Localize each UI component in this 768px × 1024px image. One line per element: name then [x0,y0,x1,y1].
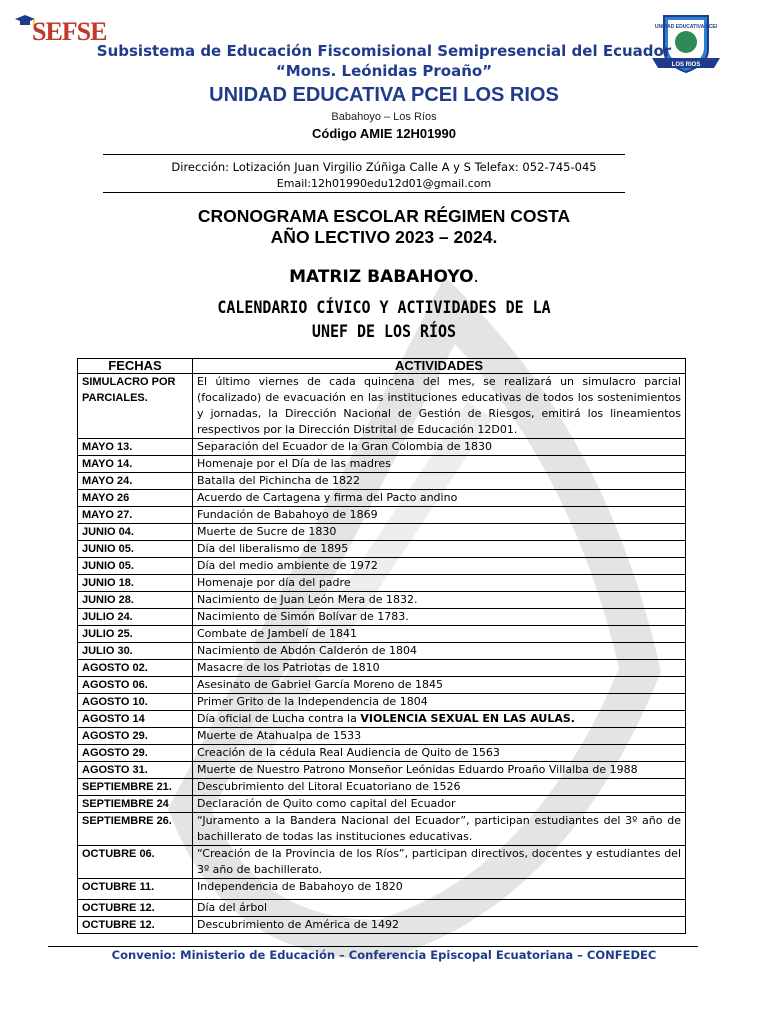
table-row [78,745,686,762]
activity-cell [193,711,686,728]
amie-code: Código AMIE 12H01990 [311,126,456,141]
table-row [78,660,686,677]
activity-cell: Descubrimiento del Litoral Ecuatoriano de 1526 [193,779,686,796]
schedule-table [77,358,686,934]
date-cell: MAYO 14. [78,456,193,473]
document-title [0,206,768,248]
calendar-line-1: CALENDARIO CÍVICO Y ACTIVIDADES DE LA [217,298,551,318]
activity-cell: Primer Grito de la Independencia de 1804 [193,694,686,711]
activity-cell: Muerte de Sucre de 1830 [193,524,686,541]
activity-cell: Independencia de Babahoyo de 1820 [193,879,686,900]
footer-divider [48,946,698,947]
activity-cell: Masacre de los Patriotas de 1810 [193,660,686,677]
activity-cell: Día del medio ambiente de 1972 [193,558,686,575]
activity-cell: Separación del Ecuador de la Gran Colombia de 1830 [193,439,686,456]
activity-cell: Combate de Jambelí de 1841 [193,626,686,643]
table-row [78,575,686,592]
divider [103,192,625,193]
activity-text-bold: VIOLENCIA SEXUAL EN LAS AULAS. [360,712,575,725]
date-cell: MAYO 27. [78,507,193,524]
activity-cell: Fundación de Babahoyo de 1869 [193,507,686,524]
table-row [78,813,686,846]
activity-cell: Día del liberalismo de 1895 [193,541,686,558]
table-row [78,643,686,660]
title-line-2: AÑO LECTIVO 2023 – 2024. [270,227,498,247]
activity-cell: Homenaje por el Día de las madres [193,456,686,473]
table-row [78,728,686,745]
table-row [78,694,686,711]
activity-cell: Nacimiento de Simón Bolívar de 1783. [193,609,686,626]
table-row [78,762,686,779]
date-cell: AGOSTO 06. [78,677,193,694]
date-cell: AGOSTO 31. [78,762,193,779]
matriz-dot: . [473,267,479,287]
svg-text:LOS RIOS: LOS RIOS [671,62,701,68]
address-text: Dirección: Lotización Juan Virgilio Zúñiga Calle A y S Telefax: 052-745-045 [171,160,597,174]
table-row [78,374,686,439]
date-cell: OCTUBRE 12. [78,917,193,934]
activity-cell: Acuerdo de Cartagena y firma del Pacto andino [193,490,686,507]
date-cell: SEPTIEMBRE 26. [78,813,193,846]
table-row [78,609,686,626]
email-label: Email: [276,177,312,190]
date-cell: JUNIO 05. [78,558,193,575]
date-cell: SIMULACRO POR PARCIALES. [78,374,193,439]
table-row [78,490,686,507]
date-cell: SEPTIEMBRE 21. [78,779,193,796]
title-line-1: CRONOGRAMA ESCOLAR RÉGIMEN COSTA [197,206,571,226]
activity-cell: Nacimiento de Juan León Mera de 1832. [193,592,686,609]
table-row [78,796,686,813]
date-cell: SEPTIEMBRE 24 [78,796,193,813]
activity-cell: “Creación de la Provincia de los Ríos”, participan directivos, docentes y estudiantes del 3º año de bachillerato. [193,846,686,879]
date-cell: MAYO 26 [78,490,193,507]
matriz-text: MATRIZ BABAHOYO [289,267,474,287]
school-name: UNIDAD EDUCATIVA PCEI LOS RIOS [209,84,559,106]
sefse-logo-text: SEFSE [32,17,107,46]
table-row [78,917,686,934]
date-cell: JULIO 30. [78,643,193,660]
table-row [78,507,686,524]
activity-cell: Homenaje por día del padre [193,575,686,592]
date-cell: MAYO 13. [78,439,193,456]
table-row [78,779,686,796]
date-cell: MAYO 24. [78,473,193,490]
table-row [78,439,686,456]
date-cell: JUNIO 05. [78,541,193,558]
mons-heading: “Mons. Leónidas Proaño” [275,62,493,80]
date-cell: OCTUBRE 11. [78,879,193,900]
table-row [78,524,686,541]
table-row [78,846,686,879]
date-cell: AGOSTO 14 [78,711,193,728]
table-row [78,900,686,917]
activity-cell: Creación de la cédula Real Audiencia de Quito de 1563 [193,745,686,762]
date-cell: AGOSTO 29. [78,728,193,745]
calendar-heading [46,296,722,344]
table-row [78,541,686,558]
date-cell: JULIO 24. [78,609,193,626]
divider [103,154,625,155]
date-cell: JUNIO 04. [78,524,193,541]
city-text: Babahoyo – Los Ríos [331,111,437,123]
column-header-fechas: FECHAS [78,359,193,374]
date-cell: OCTUBRE 06. [78,846,193,879]
subsistema-heading: Subsistema de Educación Fiscomisional Semipresencial del Ecuador [96,42,672,60]
date-cell: AGOSTO 10. [78,694,193,711]
table-header-row [78,359,686,374]
activity-cell: Muerte de Atahualpa de 1533 [193,728,686,745]
table-row [78,456,686,473]
activity-cell: “Juramento a la Bandera Nacional del Ecuador”, participan estudiantes del 3º año de bachillerato de todas las instituciones educativas. [193,813,686,846]
date-cell: OCTUBRE 12. [78,900,193,917]
table-row [78,879,686,900]
table-row [78,677,686,694]
svg-text:UNIDAD EDUCATIVA PCEI: UNIDAD EDUCATIVA PCEI [654,24,718,30]
email-link[interactable]: 12h01990edu12d01@gmail.com [311,177,492,190]
date-cell: AGOSTO 02. [78,660,193,677]
activity-cell: Batalla del Pichincha de 1822 [193,473,686,490]
footer-text: Convenio: Ministerio de Educación – Conferencia Episcopal Ecuatoriana – CONFEDEC [111,948,657,962]
table-row [78,473,686,490]
column-header-actividades: ACTIVIDADES [193,359,686,374]
table-row [78,626,686,643]
table-row [78,592,686,609]
activity-cell: Muerte de Nuestro Patrono Monseñor Leónidas Eduardo Proaño Villalba de 1988 [193,762,686,779]
date-cell: JULIO 25. [78,626,193,643]
activity-cell: El último viernes de cada quincena del mes, se realizará un simulacro parcial (focalizado) de evacuación en las instituciones educativas de todos los sostenimientos y jornadas, la Dirección Nacional de Gestión de Riesgos, emitirá los lineamientos respectivos por la Dirección Distrital de Educación 12D01. [193,374,686,439]
activity-cell: Descubrimiento de América de 1492 [193,917,686,934]
table-row [78,711,686,728]
activity-cell: Asesinato de Gabriel García Moreno de 1845 [193,677,686,694]
email-line [0,177,768,190]
calendar-line-2: UNEF DE LOS RÍOS [311,322,457,342]
activity-cell: Declaración de Quito como capital del Ecuador [193,796,686,813]
date-cell: JUNIO 28. [78,592,193,609]
activity-cell: Nacimiento de Abdón Calderón de 1804 [193,643,686,660]
date-cell: JUNIO 18. [78,575,193,592]
date-cell: AGOSTO 29. [78,745,193,762]
activity-cell: Día del árbol [193,900,686,917]
matriz-heading [0,267,768,287]
activity-text: Día oficial de Lucha contra la [197,712,361,725]
table-row [78,558,686,575]
